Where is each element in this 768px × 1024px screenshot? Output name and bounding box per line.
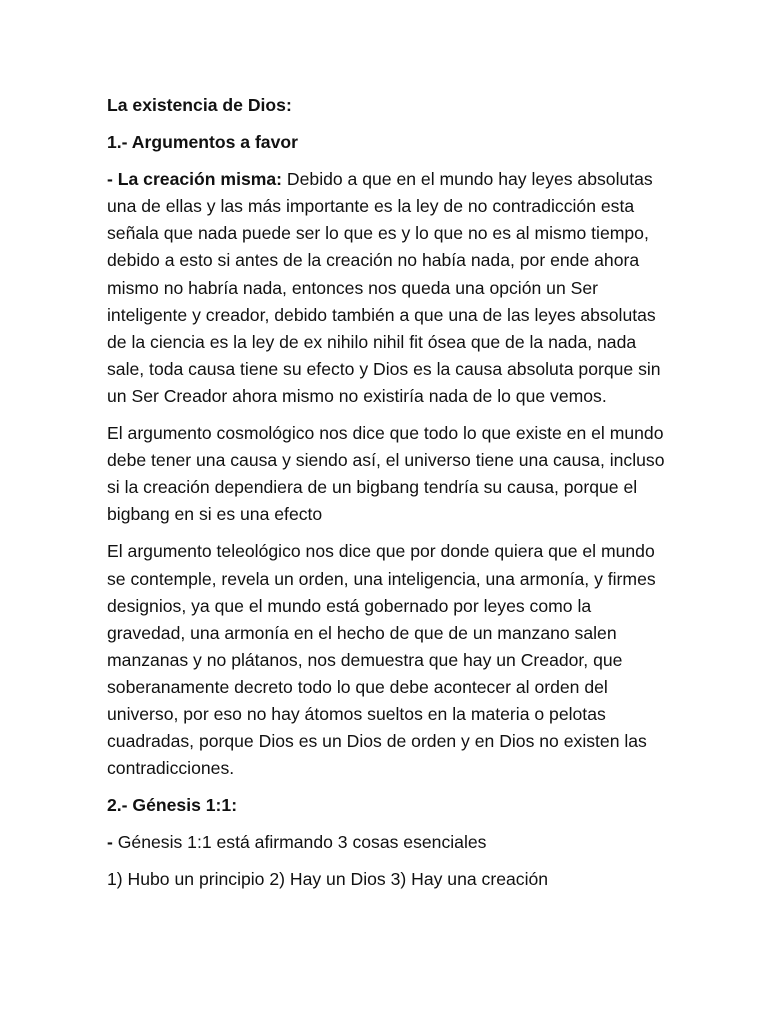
document-title: La existencia de Dios: — [107, 95, 292, 115]
section-heading-genesis: 2.- Génesis 1:1: — [107, 795, 238, 816]
section-heading-arguments: 1.- Argumentos a favor — [107, 132, 298, 153]
paragraph-cosmological: El argumento cosmológico nos dice que todo lo que existe en el mundo debe tener una causa y siendo así, el universo tiene una causa, incluso si la creación dependiera de un bigbang tendría su causa, porque el bigbang en si es una efecto — [107, 423, 665, 525]
paragraph-genesis-lead: - — [107, 832, 113, 853]
paragraph-creation-body: Debido a que en el mundo hay leyes absolutas una de ellas y las más importante es la ley de no contradicción esta señala que nada puede ser lo que es y lo que no es al mismo tiempo, debido a esto si antes de la creación no había nada, por ende ahora mismo no habría nada, entonces nos queda una opción un Ser inteligente y creador, debido también a que una de las leyes absolutas de la ciencia es la ley de ex nihilo nihil fit ósea que de la nada, nada sale, toda causa tiene su efecto y Dios es la causa absoluta porque sin un Ser Creador ahora mismo no existiría nada de lo que vemos. — [107, 169, 661, 406]
paragraph-genesis-claims — [107, 829, 667, 856]
paragraph-genesis-body: Génesis 1:1 está afirmando 3 cosas esenciales — [112, 832, 487, 853]
document-page — [107, 92, 667, 904]
paragraph-creation — [107, 166, 667, 410]
paragraph-teleological: El argumento teleológico nos dice que por donde quiera que el mundo se contemple, revela un orden, una inteligencia, una armonía, y firmes designios, ya que el mundo está gobernado por leyes como la gravedad, una armonía en el hecho de que de un manzano salen manzanas y no plátanos, nos demuestra que hay un Creador, que soberanamente decreto todo lo que debe acontecer al orden del universo, por eso no hay átomos sueltos en la materia o pelotas cuadradas, porque Dios es un Dios de orden y en Dios no existen las contradicciones. — [107, 541, 656, 779]
paragraph-genesis-list: 1) Hubo un principio 2) Hay un Dios 3) Hay una creación — [107, 869, 549, 890]
paragraph-creation-lead: - La creación misma: — [107, 169, 283, 190]
